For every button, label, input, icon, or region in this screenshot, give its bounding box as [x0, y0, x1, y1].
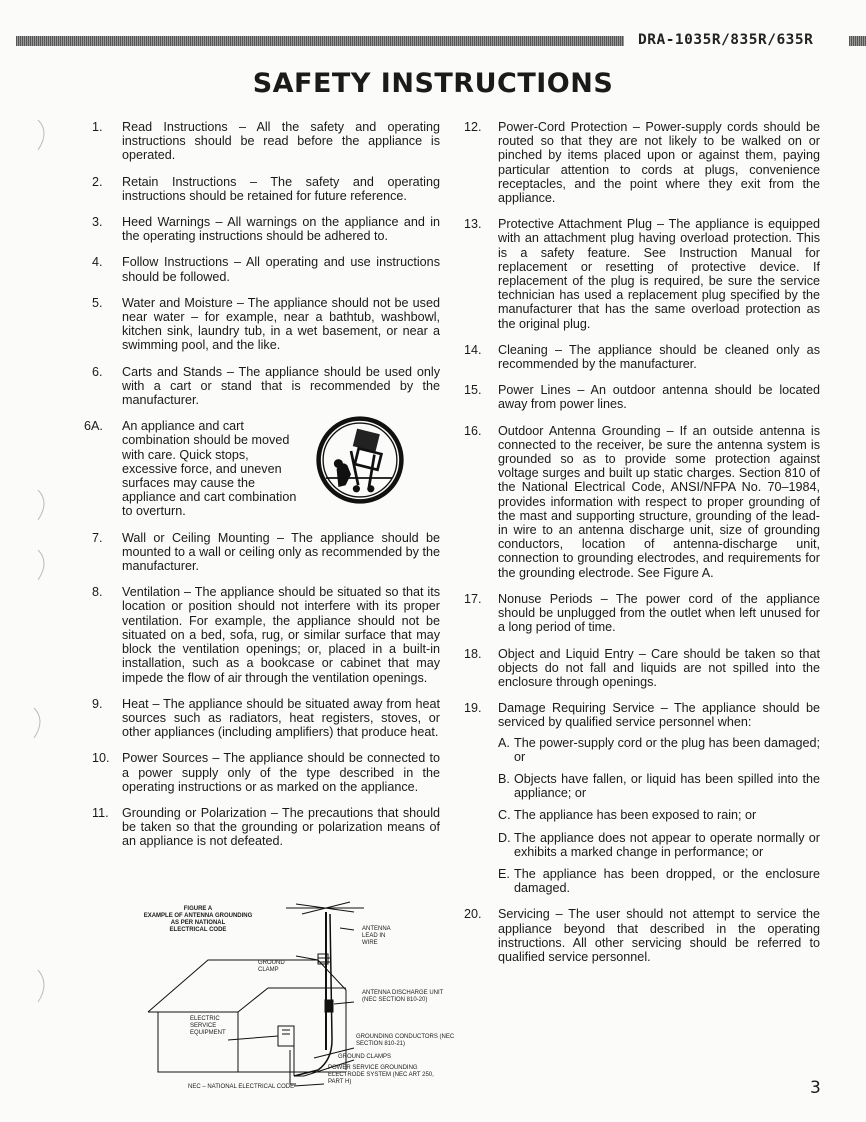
instruction-item-19: 19. Damage Requiring Service – The appliance should be serviced by qualified service personnel when: A. The power-supply cord or the plug has been damaged; or B. Objects have fallen, or liquid has been spilled into the appliance; or C. The appliance has been exposed to rain; or D. The appliance does not appear to operate normally or exhibits a marked change in performance; or E. The appliance has been dropped, or the enclosure damaged. [464, 701, 820, 896]
right-column [464, 120, 820, 976]
instruction-item: 8. Ventilation – The appliance should be situated so that its location or position should not interfere with its proper ventilation. For example, the appliance should not be situated on a bed, sofa, rug, or similar surface that may block the ventilation openings; or, placed in a built-in installation, such as a bookcase or cabinet that may impede the flow of air through the ventilation openings. [92, 585, 440, 685]
instruction-item: 17. Nonuse Periods – The power cord of the appliance should be unplugged from the outlet when left unused for a long period of time. [464, 591, 820, 635]
instruction-item: 1. Read Instructions – All the safety and operating instructions should be read before the appliance is operated. [92, 120, 440, 163]
instruction-item: 13. Protective Attachment Plug – The appliance is equipped with an attachment plug having overload protection. This is a safety feature. See Instruction Manual for replacement or resetting of protective device. If replacement of the plug is required, be sure the service technician has used a replacement plug specified by the manufacturer that has the same overload protection as the original plug. [464, 217, 820, 331]
instruction-item: 5. Water and Moisture – The appliance should not be used near water – for example, near a bathtub, washbowl, kitchen sink, laundry tub, in a wet basement, or near a swimming pool, and the like. [92, 295, 440, 353]
sub-item: E. The appliance has been dropped, or the enclosure damaged. [498, 866, 820, 896]
sub-item: C. The appliance has been exposed to rain; or [498, 808, 757, 823]
sub-item: A. The power-supply cord or the plug has been damaged; or [498, 735, 820, 764]
instruction-item: 2. Retain Instructions – The safety and operating instructions should be retained for future reference. [92, 174, 440, 203]
model-number: DRA-1035R/835R/635R [638, 32, 814, 48]
figure-title: FIGURE A EXAMPLE OF ANTENNA GROUNDING AS PER NATIONAL ELECTRICAL CODE [143, 906, 253, 933]
label-grounding-conductors: GROUNDING CONDUCTORS (NEC SECTION 810-21) [356, 1034, 455, 1047]
sub-item: B. Objects have fallen, or liquid has been spilled into the appliance; or [498, 771, 820, 801]
left-column [84, 120, 440, 861]
label-ground-clamps: GROUND CLAMPS [338, 1054, 392, 1060]
instruction-item: 3. Heed Warnings – All warnings on the appliance and in the operating instructions should be adhered to. [92, 215, 440, 244]
label-antenna-lead: ANTENNA LEAD IN WIRE [362, 926, 391, 946]
header-rule [16, 36, 624, 46]
label-nec: NEC – NATIONAL ELECTRICAL CODE [188, 1084, 295, 1090]
cart-tipover-warning-icon [314, 415, 406, 505]
figure-a-antenna-grounding [118, 900, 458, 1100]
instruction-item: 10. Power Sources – The appliance should be connected to a power supply only of the type described in the operating instructions or as marked on the appliance. [92, 751, 440, 794]
instruction-item: 16. Outdoor Antenna Grounding – If an outside antenna is connected to the receiver, be sure the antenna system is grounded so as to provide some protection against voltage surges and built up static charges. Section 810 of the National Electrical Code, ANSI/NFPA No. 70–1984, provides information with respect to proper grounding of the mast and supporting structure, grounding of the lead-in wire to an antenna discharge unit, size of grounding conductors, location of antenna-discharge unit, connection to grounding electrodes, and requirements for the grounding electrode. See Figure A. [464, 423, 820, 580]
page-number: 3 [810, 1078, 821, 1098]
header-bar [16, 34, 862, 48]
label-electric-service: ELECTRIC SERVICE EQUIPMENT [190, 1016, 226, 1036]
instruction-item: 14. Cleaning – The appliance should be cleaned only as recommended by the manufacturer. [464, 342, 820, 372]
header-rule-end [849, 36, 866, 46]
instruction-item: 4. Follow Instructions – All operating and use instructions should be followed. [92, 255, 440, 284]
instruction-item: 7. Wall or Ceiling Mounting – The appliance should be mounted to a wall or ceiling only as recommended by the manufacturer. [92, 530, 440, 574]
label-power-service: POWER SERVICE GROUNDING ELECTRODE SYSTEM (NEC ART 250, PART H) [328, 1065, 434, 1085]
binding-hole-marks [16, 110, 56, 1010]
page-title: SAFETY INSTRUCTIONS [252, 68, 614, 99]
instruction-item: 6. Carts and Stands – The appliance should be used only with a cart or stand that is recommended by the manufacturer. [92, 364, 440, 408]
instruction-item: 15. Power Lines – An outdoor antenna should be located away from power lines. [464, 383, 820, 412]
label-discharge-unit: ANTENNA DISCHARGE UNIT (NEC SECTION 810-20) [362, 990, 444, 1003]
sub-item: D. The appliance does not appear to operate normally or exhibits a marked change in performance; or [498, 830, 820, 859]
instruction-item: 9. Heat – The appliance should be situated away from heat sources such as radiators, heat registers, stoves, or other appliances (including amplifiers) that produce heat. [92, 696, 440, 740]
instruction-item-6a: 6A. An appliance and cart combination should be moved with care. Quick stops, excessive force, and uneven surfaces may cause the appliance and cart combination to overturn. [88, 419, 440, 518]
instruction-item: 20. Servicing – The user should not attempt to service the appliance beyond that described in the operating instructions. All other servicing should be referred to qualified service personnel. [464, 907, 820, 964]
label-ground-clamp: GROUND CLAMP [258, 960, 285, 973]
instruction-item: 11. Grounding or Polarization – The precautions that should be taken so that the grounding or polarization means of an appliance is not defeated. [92, 805, 440, 849]
instruction-item: 12. Power-Cord Protection – Power-supply cords should be routed so that they are not likely to be walked on or pinched by items placed upon or against them, paying particular attention to cords at plugs, convenience receptacles, and the point where they exit from the appliance. [464, 120, 820, 206]
instruction-item: 18. Object and Liquid Entry – Care should be taken so that objects do not fall and liquids are not spilled into the enclosure through openings. [464, 646, 820, 689]
